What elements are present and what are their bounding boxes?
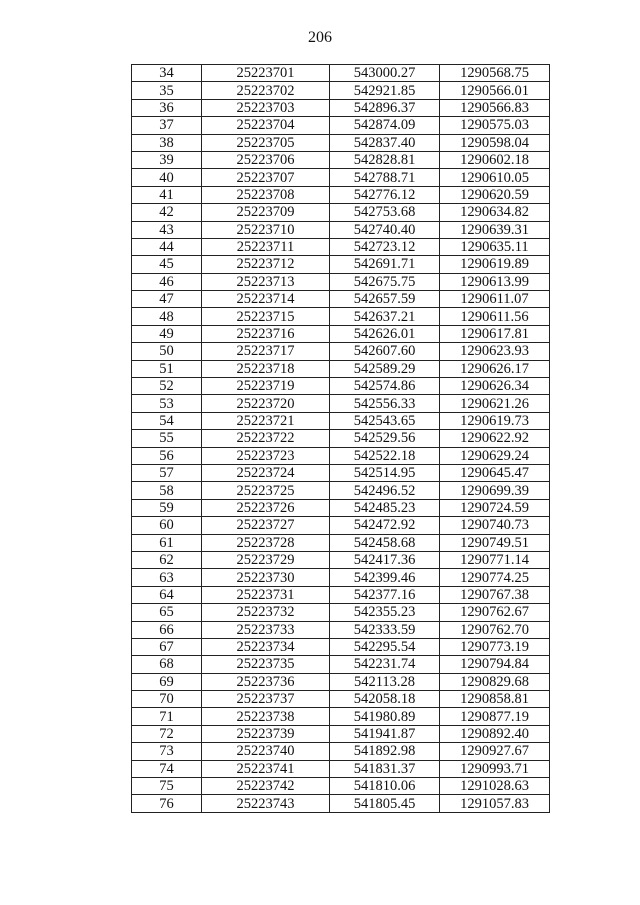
x-coordinate-cell: 542626.01 — [330, 325, 440, 342]
x-coordinate-cell: 542675.75 — [330, 273, 440, 290]
point-id-cell: 25223739 — [202, 725, 330, 742]
table-row — [132, 378, 550, 395]
table-row — [132, 169, 550, 186]
point-number-cell: 75 — [132, 778, 202, 795]
y-coordinate-cell: 1290613.99 — [440, 273, 550, 290]
y-coordinate-cell: 1290634.82 — [440, 204, 550, 221]
point-id-cell: 25223726 — [202, 499, 330, 516]
point-id-cell: 25223733 — [202, 621, 330, 638]
y-coordinate-cell: 1290740.73 — [440, 517, 550, 534]
point-number-cell: 47 — [132, 291, 202, 308]
point-number-cell: 74 — [132, 760, 202, 777]
x-coordinate-cell: 541980.89 — [330, 708, 440, 725]
point-id-cell: 25223709 — [202, 204, 330, 221]
point-number-cell: 53 — [132, 395, 202, 412]
table-row — [132, 691, 550, 708]
point-number-cell: 61 — [132, 534, 202, 551]
table-row — [132, 708, 550, 725]
x-coordinate-cell: 541941.87 — [330, 725, 440, 742]
table-row — [132, 238, 550, 255]
table-row — [132, 638, 550, 655]
table-row — [132, 412, 550, 429]
y-coordinate-cell: 1290771.14 — [440, 551, 550, 568]
point-id-cell: 25223731 — [202, 586, 330, 603]
x-coordinate-cell: 542556.33 — [330, 395, 440, 412]
point-number-cell: 65 — [132, 604, 202, 621]
y-coordinate-cell: 1290762.70 — [440, 621, 550, 638]
x-coordinate-cell: 542529.56 — [330, 430, 440, 447]
x-coordinate-cell: 542740.40 — [330, 221, 440, 238]
y-coordinate-cell: 1290773.19 — [440, 638, 550, 655]
point-id-cell: 25223717 — [202, 343, 330, 360]
y-coordinate-cell: 1290568.75 — [440, 65, 550, 82]
y-coordinate-cell: 1290749.51 — [440, 534, 550, 551]
x-coordinate-cell: 542514.95 — [330, 464, 440, 481]
point-number-cell: 70 — [132, 691, 202, 708]
table-row — [132, 117, 550, 134]
table-row — [132, 430, 550, 447]
point-id-cell: 25223735 — [202, 656, 330, 673]
x-coordinate-cell: 542522.18 — [330, 447, 440, 464]
point-id-cell: 25223707 — [202, 169, 330, 186]
point-number-cell: 44 — [132, 238, 202, 255]
x-coordinate-cell: 542231.74 — [330, 656, 440, 673]
point-id-cell: 25223708 — [202, 186, 330, 203]
table-row — [132, 551, 550, 568]
point-number-cell: 66 — [132, 621, 202, 638]
point-number-cell: 43 — [132, 221, 202, 238]
table-row — [132, 534, 550, 551]
point-id-cell: 25223728 — [202, 534, 330, 551]
table-row — [132, 447, 550, 464]
point-number-cell: 73 — [132, 743, 202, 760]
y-coordinate-cell: 1290566.01 — [440, 82, 550, 99]
y-coordinate-cell: 1290611.56 — [440, 308, 550, 325]
point-number-cell: 52 — [132, 378, 202, 395]
point-id-cell: 25223705 — [202, 134, 330, 151]
table-row — [132, 204, 550, 221]
table-row — [132, 99, 550, 116]
table-row — [132, 760, 550, 777]
point-id-cell: 25223706 — [202, 151, 330, 168]
y-coordinate-cell: 1290621.26 — [440, 395, 550, 412]
x-coordinate-cell: 542657.59 — [330, 291, 440, 308]
point-id-cell: 25223702 — [202, 82, 330, 99]
y-coordinate-cell: 1290858.81 — [440, 691, 550, 708]
table-row — [132, 273, 550, 290]
y-coordinate-cell: 1290724.59 — [440, 499, 550, 516]
point-number-cell: 45 — [132, 256, 202, 273]
point-number-cell: 63 — [132, 569, 202, 586]
y-coordinate-cell: 1290927.67 — [440, 743, 550, 760]
y-coordinate-cell: 1290877.19 — [440, 708, 550, 725]
point-number-cell: 64 — [132, 586, 202, 603]
x-coordinate-cell: 542485.23 — [330, 499, 440, 516]
table-row — [132, 325, 550, 342]
point-id-cell: 25223719 — [202, 378, 330, 395]
x-coordinate-cell: 542776.12 — [330, 186, 440, 203]
table-row — [132, 134, 550, 151]
point-number-cell: 40 — [132, 169, 202, 186]
point-number-cell: 60 — [132, 517, 202, 534]
x-coordinate-cell: 542355.23 — [330, 604, 440, 621]
point-id-cell: 25223729 — [202, 551, 330, 568]
x-coordinate-cell: 542607.60 — [330, 343, 440, 360]
point-id-cell: 25223711 — [202, 238, 330, 255]
point-id-cell: 25223710 — [202, 221, 330, 238]
y-coordinate-cell: 1290762.67 — [440, 604, 550, 621]
x-coordinate-cell: 542417.36 — [330, 551, 440, 568]
point-id-cell: 25223727 — [202, 517, 330, 534]
point-number-cell: 51 — [132, 360, 202, 377]
x-coordinate-cell: 542496.52 — [330, 482, 440, 499]
x-coordinate-cell: 542837.40 — [330, 134, 440, 151]
table-row — [132, 482, 550, 499]
y-coordinate-cell: 1290794.84 — [440, 656, 550, 673]
y-coordinate-cell: 1290617.81 — [440, 325, 550, 342]
point-number-cell: 59 — [132, 499, 202, 516]
x-coordinate-cell: 542543.65 — [330, 412, 440, 429]
table-row — [132, 499, 550, 516]
point-id-cell: 25223713 — [202, 273, 330, 290]
point-number-cell: 58 — [132, 482, 202, 499]
x-coordinate-cell: 542589.29 — [330, 360, 440, 377]
table-row — [132, 673, 550, 690]
point-number-cell: 46 — [132, 273, 202, 290]
table-row — [132, 725, 550, 742]
point-number-cell: 72 — [132, 725, 202, 742]
page-number: 206 — [308, 29, 332, 46]
point-id-cell: 25223716 — [202, 325, 330, 342]
table-row — [132, 743, 550, 760]
y-coordinate-cell: 1290699.39 — [440, 482, 550, 499]
point-number-cell: 71 — [132, 708, 202, 725]
y-coordinate-cell: 1290639.31 — [440, 221, 550, 238]
point-number-cell: 38 — [132, 134, 202, 151]
point-id-cell: 25223738 — [202, 708, 330, 725]
x-coordinate-cell: 542113.28 — [330, 673, 440, 690]
x-coordinate-cell: 542399.46 — [330, 569, 440, 586]
x-coordinate-cell: 542921.85 — [330, 82, 440, 99]
x-coordinate-cell: 542637.21 — [330, 308, 440, 325]
table-row — [132, 656, 550, 673]
point-number-cell: 62 — [132, 551, 202, 568]
table-row — [132, 82, 550, 99]
y-coordinate-cell: 1290993.71 — [440, 760, 550, 777]
x-coordinate-cell: 542472.92 — [330, 517, 440, 534]
point-id-cell: 25223732 — [202, 604, 330, 621]
table-row — [132, 291, 550, 308]
y-coordinate-cell: 1290575.03 — [440, 117, 550, 134]
x-coordinate-cell: 542295.54 — [330, 638, 440, 655]
point-number-cell: 57 — [132, 464, 202, 481]
point-id-cell: 25223712 — [202, 256, 330, 273]
point-id-cell: 25223724 — [202, 464, 330, 481]
point-id-cell: 25223743 — [202, 795, 330, 812]
point-id-cell: 25223718 — [202, 360, 330, 377]
point-id-cell: 25223714 — [202, 291, 330, 308]
point-number-cell: 68 — [132, 656, 202, 673]
y-coordinate-cell: 1290619.73 — [440, 412, 550, 429]
x-coordinate-cell: 542377.16 — [330, 586, 440, 603]
point-number-cell: 50 — [132, 343, 202, 360]
table-row — [132, 795, 550, 812]
y-coordinate-cell: 1290892.40 — [440, 725, 550, 742]
x-coordinate-cell: 541892.98 — [330, 743, 440, 760]
point-id-cell: 25223723 — [202, 447, 330, 464]
x-coordinate-cell: 542723.12 — [330, 238, 440, 255]
table-row — [132, 395, 550, 412]
point-id-cell: 25223720 — [202, 395, 330, 412]
point-number-cell: 67 — [132, 638, 202, 655]
y-coordinate-cell: 1290610.05 — [440, 169, 550, 186]
point-id-cell: 25223703 — [202, 99, 330, 116]
table-row — [132, 517, 550, 534]
point-number-cell: 49 — [132, 325, 202, 342]
point-id-cell: 25223701 — [202, 65, 330, 82]
point-id-cell: 25223736 — [202, 673, 330, 690]
x-coordinate-cell: 542788.71 — [330, 169, 440, 186]
point-id-cell: 25223741 — [202, 760, 330, 777]
x-coordinate-cell: 542058.18 — [330, 691, 440, 708]
point-number-cell: 55 — [132, 430, 202, 447]
table-row — [132, 569, 550, 586]
x-coordinate-cell: 541831.37 — [330, 760, 440, 777]
x-coordinate-cell: 541810.06 — [330, 778, 440, 795]
y-coordinate-cell: 1290622.92 — [440, 430, 550, 447]
y-coordinate-cell: 1291028.63 — [440, 778, 550, 795]
table-row — [132, 464, 550, 481]
x-coordinate-cell: 542896.37 — [330, 99, 440, 116]
table-row — [132, 604, 550, 621]
table-row — [132, 308, 550, 325]
x-coordinate-cell: 542458.68 — [330, 534, 440, 551]
y-coordinate-cell: 1290626.17 — [440, 360, 550, 377]
y-coordinate-cell: 1290626.34 — [440, 378, 550, 395]
point-id-cell: 25223704 — [202, 117, 330, 134]
coordinates-table-body — [132, 65, 550, 813]
point-number-cell: 37 — [132, 117, 202, 134]
point-id-cell: 25223737 — [202, 691, 330, 708]
point-number-cell: 56 — [132, 447, 202, 464]
table-row — [132, 65, 550, 82]
table-row — [132, 256, 550, 273]
table-row — [132, 186, 550, 203]
y-coordinate-cell: 1290566.83 — [440, 99, 550, 116]
y-coordinate-cell: 1291057.83 — [440, 795, 550, 812]
point-id-cell: 25223740 — [202, 743, 330, 760]
y-coordinate-cell: 1290611.07 — [440, 291, 550, 308]
table-row — [132, 151, 550, 168]
point-number-cell: 69 — [132, 673, 202, 690]
y-coordinate-cell: 1290629.24 — [440, 447, 550, 464]
y-coordinate-cell: 1290635.11 — [440, 238, 550, 255]
y-coordinate-cell: 1290767.38 — [440, 586, 550, 603]
point-id-cell: 25223742 — [202, 778, 330, 795]
point-id-cell: 25223722 — [202, 430, 330, 447]
table-row — [132, 343, 550, 360]
y-coordinate-cell: 1290598.04 — [440, 134, 550, 151]
point-number-cell: 41 — [132, 186, 202, 203]
table-row — [132, 621, 550, 638]
y-coordinate-cell: 1290645.47 — [440, 464, 550, 481]
y-coordinate-cell: 1290774.25 — [440, 569, 550, 586]
point-number-cell: 42 — [132, 204, 202, 221]
point-number-cell: 35 — [132, 82, 202, 99]
point-id-cell: 25223725 — [202, 482, 330, 499]
y-coordinate-cell: 1290829.68 — [440, 673, 550, 690]
x-coordinate-cell: 542691.71 — [330, 256, 440, 273]
y-coordinate-cell: 1290623.93 — [440, 343, 550, 360]
point-number-cell: 76 — [132, 795, 202, 812]
x-coordinate-cell: 543000.27 — [330, 65, 440, 82]
y-coordinate-cell: 1290620.59 — [440, 186, 550, 203]
point-id-cell: 25223730 — [202, 569, 330, 586]
point-id-cell: 25223721 — [202, 412, 330, 429]
point-id-cell: 25223715 — [202, 308, 330, 325]
x-coordinate-cell: 542874.09 — [330, 117, 440, 134]
x-coordinate-cell: 542828.81 — [330, 151, 440, 168]
y-coordinate-cell: 1290602.18 — [440, 151, 550, 168]
point-number-cell: 39 — [132, 151, 202, 168]
point-id-cell: 25223734 — [202, 638, 330, 655]
x-coordinate-cell: 541805.45 — [330, 795, 440, 812]
point-number-cell: 34 — [132, 65, 202, 82]
table-row — [132, 360, 550, 377]
x-coordinate-cell: 542333.59 — [330, 621, 440, 638]
x-coordinate-cell: 542753.68 — [330, 204, 440, 221]
point-number-cell: 54 — [132, 412, 202, 429]
coordinates-table — [131, 64, 550, 813]
table-row — [132, 778, 550, 795]
table-row — [132, 221, 550, 238]
y-coordinate-cell: 1290619.89 — [440, 256, 550, 273]
x-coordinate-cell: 542574.86 — [330, 378, 440, 395]
point-number-cell: 48 — [132, 308, 202, 325]
table-row — [132, 586, 550, 603]
point-number-cell: 36 — [132, 99, 202, 116]
